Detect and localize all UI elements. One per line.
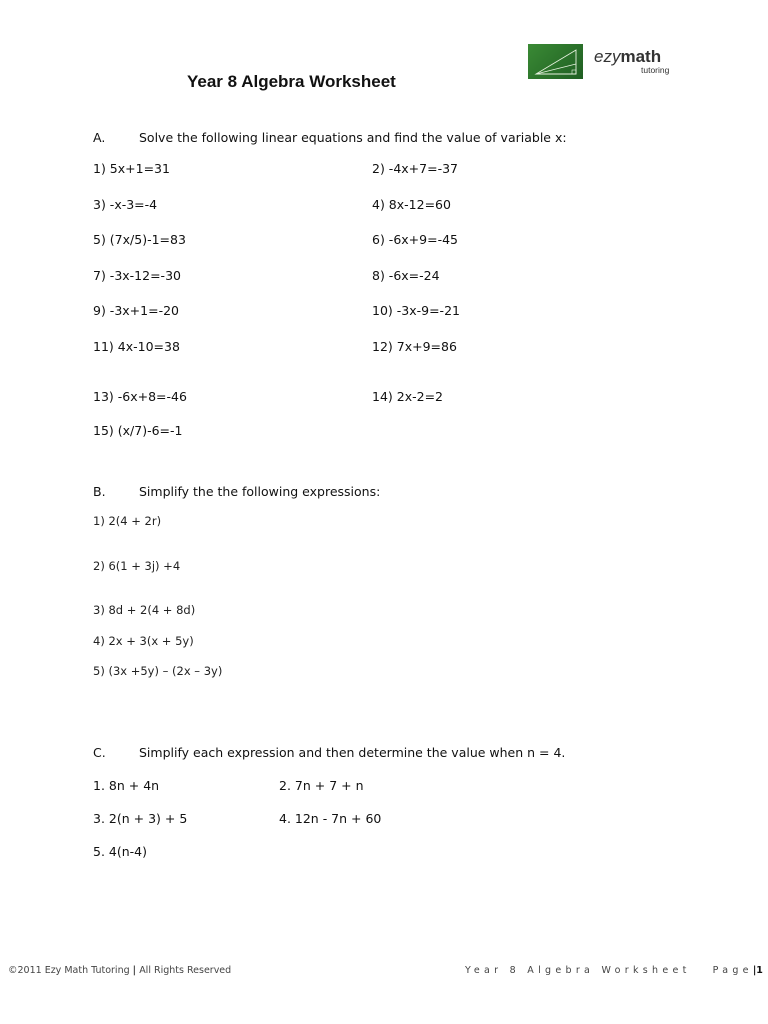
question-b-1: 1) 2(4 + 2r) [93,514,162,528]
question-a-12: 12) 7x+9=86 [372,339,457,354]
question-c-5: 5. 4(n-4) [93,844,147,859]
section-c-letter: C. [93,745,106,760]
brand-wordmark [594,47,661,67]
question-c-3: 3. 2(n + 3) + 5 [93,811,188,826]
question-a-2: 2) -4x+7=-37 [372,161,458,176]
page-title: Year 8 Algebra Worksheet [187,72,396,91]
question-a-5: 5) (7x/5)-1=83 [93,232,186,247]
footer-page-number: 1 [756,965,763,976]
question-b-3: 3) 8d + 2(4 + 8d) [93,603,196,617]
section-b-letter: B. [93,484,106,499]
question-a-10: 10) -3x-9=-21 [372,303,460,318]
question-a-14: 14) 2x-2=2 [372,389,443,404]
logo-image [528,44,583,79]
brand-subtitle: tutoring [641,65,670,75]
question-a-8: 8) -6x=-24 [372,268,440,283]
question-b-4: 4) 2x + 3(x + 5y) [93,634,194,648]
question-c-1: 1. 8n + 4n [93,778,160,793]
question-a-4: 4) 8x-12=60 [372,197,451,212]
footer-page-word: Page [712,965,753,976]
footer-rights: All Rights Reserved [139,965,232,976]
footer-separator: | [132,965,137,976]
section-a-letter: A. [93,130,106,145]
question-a-15: 15) (x/7)-6=-1 [93,423,183,438]
section-a-instruction: Solve the following linear equations and find the value of variable x: [139,130,567,145]
question-b-2: 2) 6(1 + 3j) +4 [93,559,181,573]
brand-ezy: ezy [594,47,621,66]
question-a-9: 9) -3x+1=-20 [93,303,179,318]
footer-page-label [465,965,763,976]
section-c-instruction: Simplify each expression and then determine the value when n = 4. [139,745,566,760]
brand-math: math [620,47,662,66]
footer-doc-title: Year 8 Algebra Worksheet [465,965,691,976]
question-b-5: 5) (3x +5y) – (2x – 3y) [93,664,223,678]
question-a-11: 11) 4x-10=38 [93,339,180,354]
footer-page-separator: | [752,965,757,976]
question-c-4: 4. 12n - 7n + 60 [279,811,382,826]
question-a-1: 1) 5x+1=31 [93,161,170,176]
question-a-6: 6) -6x+9=-45 [372,232,458,247]
question-c-2: 2. 7n + 7 + n [279,778,364,793]
section-b-instruction: Simplify the the following expressions: [139,484,381,499]
question-a-3: 3) -x-3=-4 [93,197,158,212]
footer-copyright [8,965,231,976]
question-a-13: 13) -6x+8=-46 [93,389,187,404]
footer-copyright-text: ©2011 Ezy Math Tutoring [8,965,130,976]
question-a-7: 7) -3x-12=-30 [93,268,181,283]
triangle-diagram-icon [528,44,583,79]
